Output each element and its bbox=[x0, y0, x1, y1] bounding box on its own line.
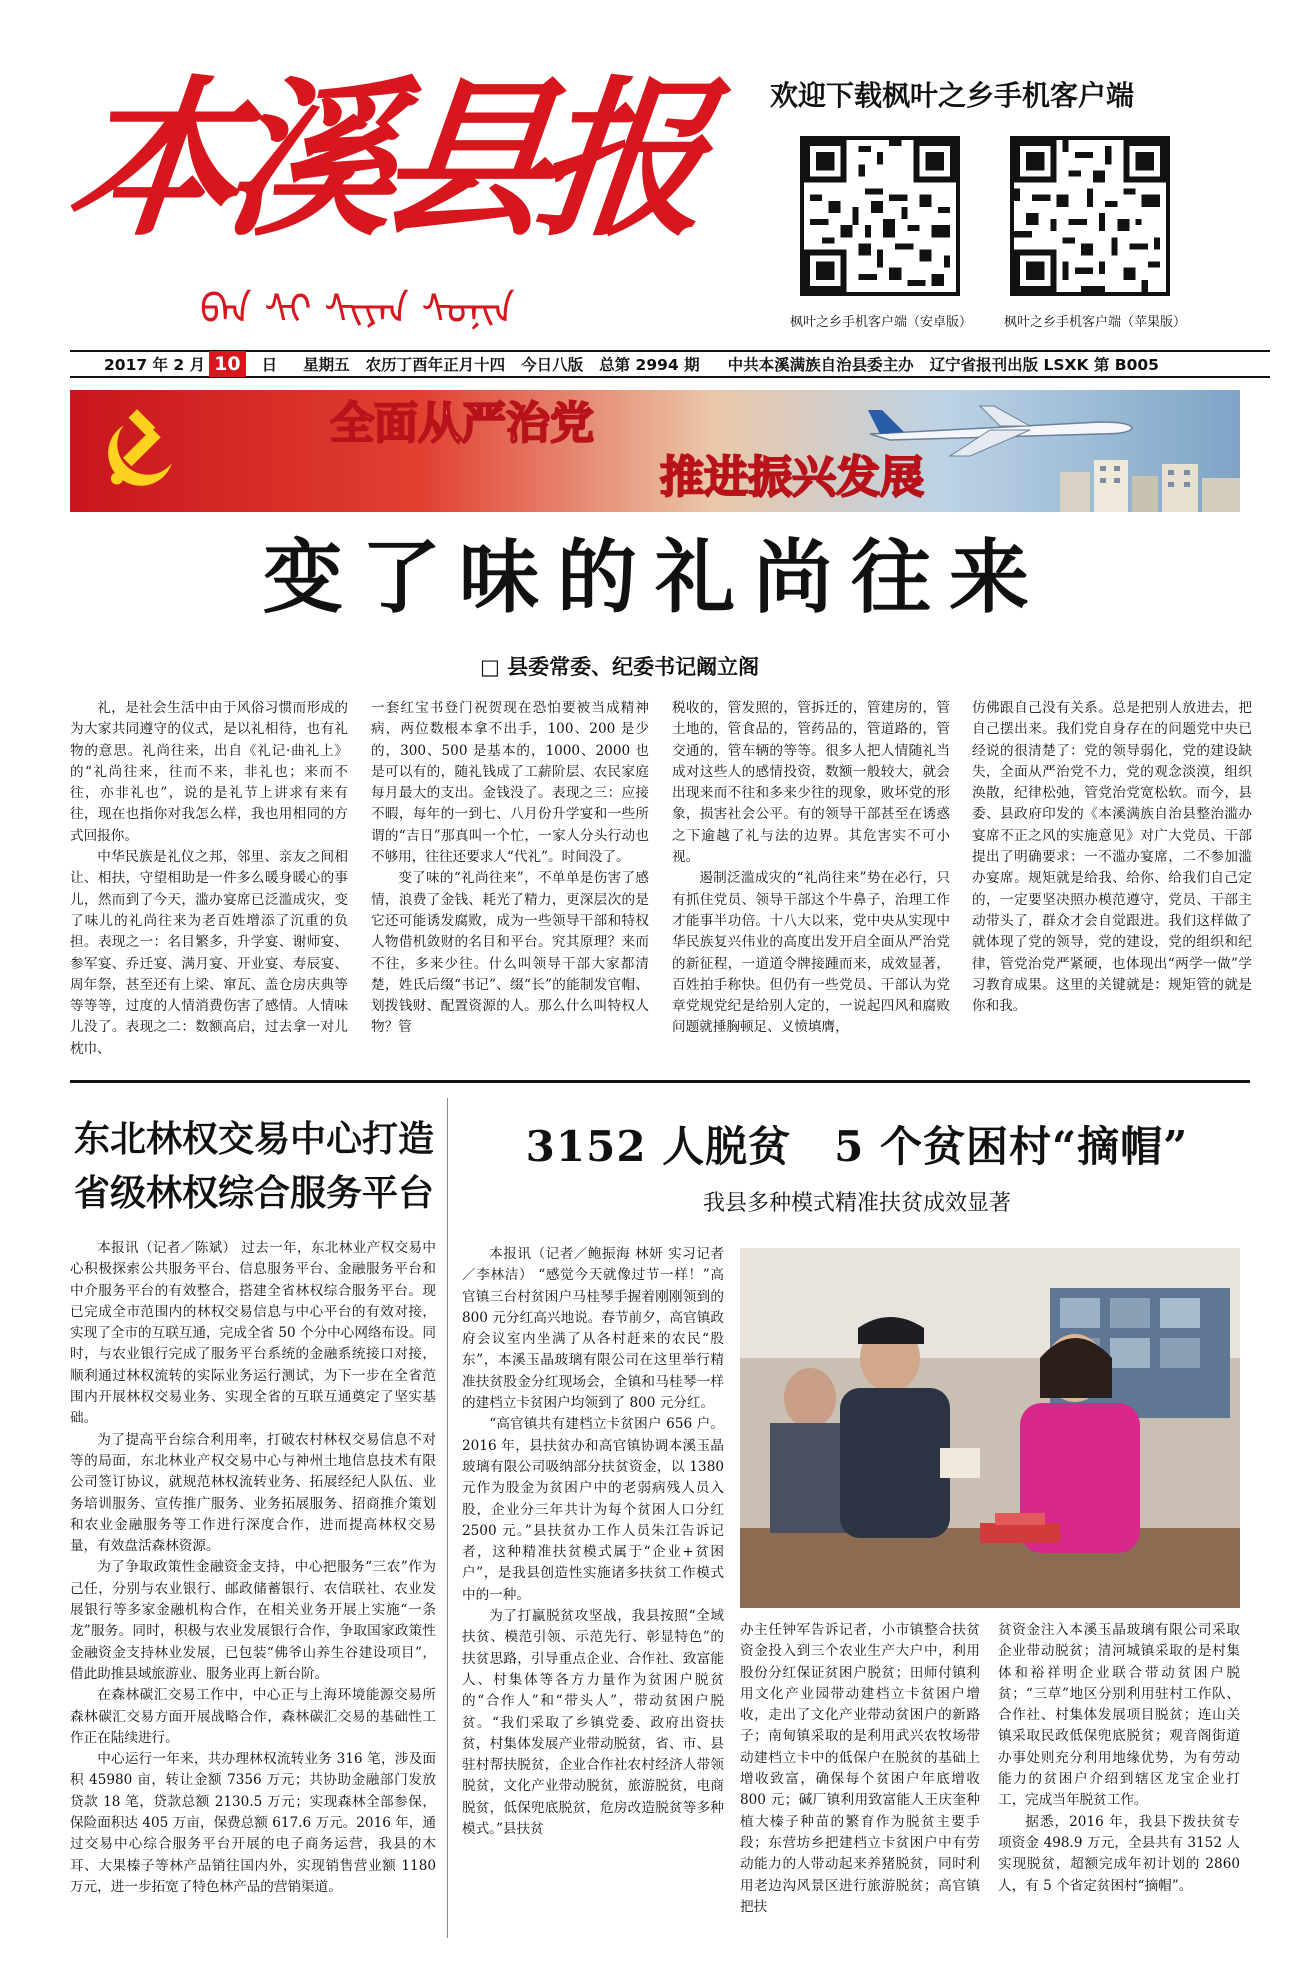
date-prefix: 2017 年 2 月 bbox=[104, 356, 206, 374]
qr-code-ios-icon[interactable] bbox=[1010, 136, 1170, 296]
paragraph: 变了味的“礼尚往来”，不单单是伤害了感情，浪费了金钱、耗光了精力，更深层次的是它还可能诱发腐败，成为一些领导干部和特权人物借机敛财的名目和平台。究其原理？来而不往，多来少往。什么叫领导干部大家都清楚，姓氏后缀“书记”、缀“长”的能制发官帽、划拨钱财、配置资源的人。那么什么叫特权人物？管 bbox=[371, 870, 649, 1036]
paragraph: 贫资金注入本溪玉晶玻璃有限公司采取企业带动脱贫；清河城镇采取的是村集体和裕祥明企业联合带动贫困户脱贫；“三草”地区分别利用驻村工作队、合作社、村集体发展项目脱贫；连山关镇采取民政低保兜底脱贫；观音阁街道办事处则充分利用地缘优势，为有劳动能力的贫困户介绍到辖区龙宝企业打工，完成当年脱贫工作。 bbox=[998, 1622, 1240, 1809]
paragraph: 仿佛跟自己没有关系。总是把别人放进去，把自己摆出来。我们党自身存在的问题党中央已经说的很清楚了：党的领导弱化，党的建设缺失，全面从严治党不力，党的观念淡漠，组织涣散，纪律松弛，管党治党宽松软。而今，县委、县政府印发的《本溪满族自治县整治滥办宴席不正之风的实施意见》对广大党员、干部提出了明确要求：一不滥办宴席，二不参加滥办宴席。规矩就是给我、给你、给我们自己定的，一定要坚决照办模范遵守，党员、干部主动带头了，群众才会自觉跟进。我们这样做了就体现了党的领导，党的建设，党的组织和纪律，管党治党严紧硬，也体现出“两学一做”学习教育成果。这里的关键就是：规矩管的就是你和我。 bbox=[972, 700, 1252, 1015]
qr-ios-label: 枫叶之乡手机客户端（苹果版） bbox=[1004, 315, 1187, 330]
hammer-sickle-icon bbox=[98, 408, 184, 494]
masthead-mongolian: ᠪᠡᠨ ᠰᠢ ᠰᠢᠶᠠᠨ ᠰᠣᠨᠢᠨ bbox=[200, 287, 515, 333]
article3-headline: 3152 人脱贫 5 个贫困村“摘帽” bbox=[525, 1122, 1189, 1171]
banner bbox=[70, 390, 1240, 512]
paragraph: 在森林碳汇交易工作中，中心正与上海环境能源交易所森林碳汇交易方面开展战略合作，森林碳汇交易的基础性工作正在陆续进行。 bbox=[70, 1687, 436, 1746]
weekday: 星期五 bbox=[303, 356, 350, 374]
news-photo bbox=[740, 1248, 1240, 1608]
masthead bbox=[59, 60, 710, 270]
paragraph: 礼，是社会生活中由于风俗习惯而形成的为大家共同遵守的仪式，是以礼相待，也有礼物的意思。礼尚往来，出自《礼记·曲礼上》的“礼尚往来，往而不来，非礼也；来而不往，亦非礼也”，说的是礼节上讲求有来有往，现在也指你对我怎么样，我也用相同的方式回报你。 bbox=[70, 700, 348, 844]
article2-headline: 东北林权交易中心打造省级林权综合服务平台 bbox=[74, 1118, 435, 1214]
paragraph: 为了打赢脱贫攻坚战，我县按照“全域扶贫、模范引领、示范先行、彰显特色”的扶贫思路，引导重点企业、合作社、致富能人、村集体等各方力量作为贫困户脱贫的“合作人”和“带头人”，带动贫困户脱贫。“我们采取了乡镇党委、政府出资扶贫，村集体发展产业带动脱贫，省、市、县驻村帮扶脱贫，企业合作社农村经济人带领脱贫，文化产业带动脱贫，旅游脱贫，电商脱贫，低保兜底脱贫，危房改造脱贫等多种模式。”县扶贫 bbox=[462, 1608, 724, 1838]
paragraph: 办主任钟军告诉记者，小市镇整合扶贫资金投入到三个农业生产大户中，利用股份分红保证贫困户脱贫；田师付镇利用文化产业园带动建档立卡贫困户增收，走出了文化产业带动贫困户的新路子；南甸镇采取的是利用武兴农牧场带动建档立卡中的低保户在脱贫的基础上增收致富，确保每个贫困户年底增收 800 元；碱厂镇利用致富能人王庆奎种植大榛子种苗的繁育作为脱贫主要手段；东营坊乡把建档立卡贫困户中有劳动能力的人带动起来养猪脱贫，同时利用老边沟风景区进行旅游脱贫；高官镇把扶 bbox=[740, 1622, 980, 1915]
date-suffix: 日 bbox=[261, 356, 278, 374]
article3-subheadline: 我县多种模式精准扶贫成效显著 bbox=[702, 1191, 1011, 1216]
date-day: 10 bbox=[209, 351, 245, 377]
masthead-title: 本溪县报 bbox=[59, 60, 705, 260]
issue-number: 总第 2994 期 bbox=[599, 356, 700, 374]
lead-headline: 变了味的礼尚往来 bbox=[263, 531, 1047, 624]
paragraph: 遏制泛滥成灾的“礼尚往来”势在必行，只有抓住党员、领导干部这个牛鼻子，治理工作才能事半功倍。十八大以来，党中央从实现中华民族复兴伟业的高度出发开启全面从严治党的新征程，一道道令牌接踵而来，成效显著，百姓拍手称快。但仍有一些党员、干部认为党章党规党纪是给别人定的，一说起四风和腐败问题就捶胸顿足、义愤填膺， bbox=[672, 870, 950, 1036]
paragraph: 本报讯（记者／陈斌） 过去一年，东北林业产权交易中心积极探索公共服务平台、信息服务平台、金融服务平台和中介服务平台的有效整合，搭建全省林权综合服务平台。现已完成全市范围内的林权交易信息与中心平台的有效对接，实现了全市的互联互通，完成全省 50 个分中心网络布设。同时，与农业银行完成了服务平台系统的金融系统接口对接，顺利通过林权流转的实际业务运行测试，为下一步在全省范围内开展林权交易业务、实现全省的互联互通奠定了坚实基础。 bbox=[70, 1240, 436, 1427]
paragraph: 税收的，管发照的，管拆迁的，管建房的，管土地的，管食品的，管药品的，管道路的，管交通的，管车辆的等等。很多人把人情随礼当成对这些人的感情投资，数额一般较大，就会出现来而不往和多来少往的现象，败坏党的形象，损害社会公平。有的领导干部甚至在诱惑之下逾越了礼与法的边界。其危害实不可小视。 bbox=[672, 700, 950, 866]
lead-column-4 bbox=[972, 698, 1252, 1068]
article3-column-3 bbox=[998, 1620, 1240, 1938]
lead-byline: □ 县委常委、纪委书记阚立阁 bbox=[480, 654, 760, 679]
paragraph: 为了提高平台综合利用率，打破农村林权交易信息不对等的局面，东北林业产权交易中心与神州土地信息技术有限公司签订协议，就规范林权流转业务、拓展经纪人队伍、业务培训服务、宣传推广服务、业务拓展服务、招商推介策划和农业金融服务等工作进行深度合作，进而提高林权交易量，有效盘活森林资源。 bbox=[70, 1431, 436, 1555]
article3-column-1 bbox=[462, 1244, 724, 1938]
paragraph: 为了争取政策性金融资金支持，中心把服务“三农”作为己任，分别与农业银行、邮政储蓄银行、农信联社、农业发展银行等多家金融机构合作，在相关业务开展上实施“一条龙”服务。同时，积极与农业发展银行合作，争取国家政策性金融资金支持林业发展，已包装“佛爷山养生谷建设项目”，借此助推县域旅游业、服务业再上新台阶。 bbox=[70, 1559, 436, 1682]
paragraph: 中华民族是礼仪之邦，邻里、亲友之间相让、相扶，守望相助是一件多么暖身暖心的事儿，然而到了今天，滥办宴席已泛滥成灾，变了味儿的礼尚往来为老百姓增添了沉重的负担。表现之一：名目繁多，升学宴、谢师宴、参军宴、乔迁宴、满月宴、开业宴、寿辰宴、周年祭，甚至还有上梁、窜瓦、盖仓房庆典等等等等，过度的人情消费伤害了感情。人情味儿没了。表现之二：数额高启，过去拿一对儿枕巾、 bbox=[70, 849, 348, 1057]
download-title: 欢迎下载枫叶之乡手机客户端 bbox=[770, 79, 1135, 112]
paragraph: “高官镇共有建档立卡贫困户 656 户。2016 年，县扶贫办和高官镇协调本溪玉晶玻璃有限公司吸纳部分扶贫资金，以 1380 元作为股金为贫困户中的老弱病残人员入股，企业分三年共计为每个贫困人口分红 2500 元。”县扶贫办工作人员朱江告诉记者，这种精准扶贫模式属于“企业+贫困户”，是我县创造性实施诸多扶贫工作模式中的一种。 bbox=[462, 1416, 724, 1603]
banner-line-2: 推进振兴发展 bbox=[660, 452, 924, 503]
qr-android-label: 枫叶之乡手机客户端（安卓版） bbox=[790, 315, 973, 330]
lunar-date: 农历丁酉年正月十四 bbox=[365, 356, 506, 374]
paragraph: 中心运行一年来，共办理林权流转业务 316 笔，涉及面积 45980 亩，转让金额 7356 万元；共协助金融部门发放贷款 18 笔，贷款总额 2130.5 万元；实现森林全部参保，保险面积达 405 万亩，保费总额 617.6 万元。2016 年，通过交易中心综合服务平台开展的电子商务运营，我县的木耳、大果榛子等林产品销往国内外，实现销售营业额 1180 万元，进一步拓宽了特色林产品的营销渠道。 bbox=[70, 1751, 436, 1895]
airplane-icon bbox=[860, 398, 1140, 458]
lead-column-1 bbox=[70, 698, 348, 1068]
lead-column-2 bbox=[371, 698, 649, 1068]
date-bar bbox=[70, 350, 1270, 378]
license: 辽宁省报刊出版 LSXK 第 B005 bbox=[929, 356, 1159, 374]
page-count: 今日八版 bbox=[521, 356, 584, 374]
banner-line-1: 全面从严治党 bbox=[330, 398, 594, 449]
paragraph: 据悉，2016 年，我县下拨扶贫专项资金 498.9 万元，全县共有 3152 人实现脱贫，超额完成年初计划的 2860 人，有 5 个省定贫困村“摘帽”。 bbox=[998, 1813, 1240, 1894]
section-divider bbox=[70, 1080, 1250, 1083]
article3-column-2 bbox=[740, 1620, 980, 1938]
article2-body bbox=[70, 1238, 436, 1938]
city-buildings-icon bbox=[1060, 452, 1240, 512]
publisher: 中共本溪满族自治县委主办 bbox=[727, 356, 914, 374]
lead-column-3 bbox=[672, 698, 950, 1068]
paragraph: 一套红宝书登门祝贺现在恐怕要被当成精神病，两位数根本拿不出手，100、200 是少的，300、500 是基本的，1000、2000 也是可以有的，随礼钱成了工薪阶层、农民家庭每月最大的支出。金钱没了。表现之三：应接不暇，每年的一到七、八月份升学宴和一些所谓的“吉日”那真叫一个忙，一家人分头行动也不够用，往往还要求人“代礼”。时间没了。 bbox=[371, 700, 649, 866]
qr-code-android-icon[interactable] bbox=[800, 136, 960, 296]
paragraph: 本报讯（记者／鲍振海 林妍 实习记者／李林洁） “感觉今天就像过节一样！”高官镇三台村贫困户马桂琴手握着刚刚领到的 800 元分红高兴地说。春节前夕，高官镇政府会议室内坐满了从各村赶来的农民“股东”，本溪玉晶玻璃有限公司在这里举行精准扶贫股金分红现场会，全镇和马桂琴一样的建档立卡贫困户均领到了 800 元分红。 bbox=[462, 1246, 724, 1412]
column-divider bbox=[447, 1098, 448, 1938]
